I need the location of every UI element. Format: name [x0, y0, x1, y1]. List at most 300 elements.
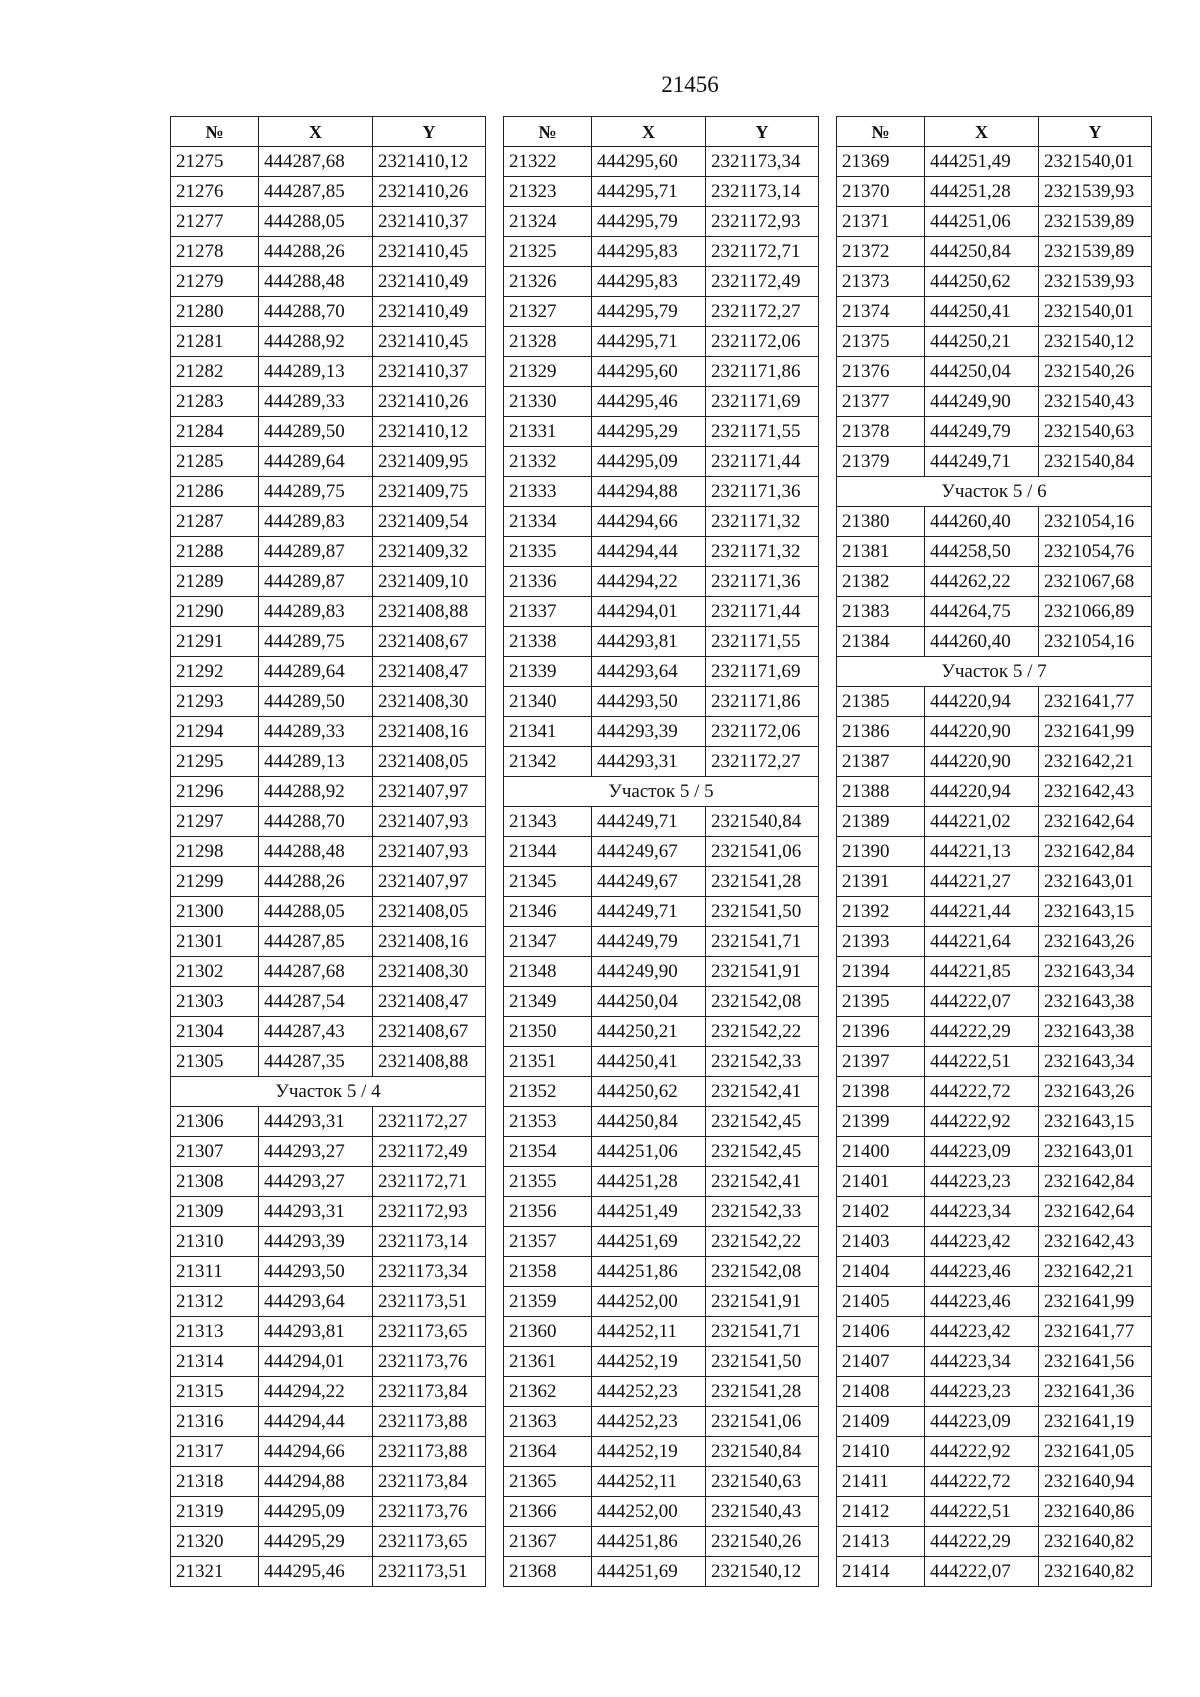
table-row: [837, 147, 1152, 177]
y-coordinate-cell: 2321541,71: [706, 1317, 819, 1347]
table-row: [171, 387, 486, 417]
x-coordinate-cell: 444289,50: [259, 417, 373, 447]
table-row: [171, 417, 486, 447]
x-coordinate-cell: 444251,06: [592, 1137, 706, 1167]
point-number-cell: 21368: [504, 1557, 592, 1587]
y-coordinate-cell: 2321642,84: [1039, 837, 1152, 867]
y-coordinate-cell: 2321541,28: [706, 867, 819, 897]
x-coordinate-cell: 444251,69: [592, 1557, 706, 1587]
y-coordinate-cell: 2321539,89: [1039, 237, 1152, 267]
y-coordinate-cell: 2321173,34: [373, 1257, 486, 1287]
table-row: [504, 987, 819, 1017]
y-coordinate-cell: 2321173,65: [373, 1317, 486, 1347]
y-coordinate-cell: 2321541,91: [706, 957, 819, 987]
point-number-cell: 21371: [837, 207, 925, 237]
x-coordinate-cell: 444220,94: [925, 777, 1039, 807]
table-row: [171, 357, 486, 387]
y-coordinate-cell: 2321172,93: [706, 207, 819, 237]
y-coordinate-cell: 2321642,64: [1039, 1197, 1152, 1227]
table-row: [171, 1467, 486, 1497]
table-row: [171, 1317, 486, 1347]
point-number-cell: 21382: [837, 567, 925, 597]
point-number-cell: 21402: [837, 1197, 925, 1227]
point-number-cell: 21378: [837, 417, 925, 447]
y-coordinate-cell: 2321542,22: [706, 1017, 819, 1047]
y-coordinate-cell: 2321410,49: [373, 267, 486, 297]
point-number-cell: 21385: [837, 687, 925, 717]
y-coordinate-cell: 2321172,27: [706, 297, 819, 327]
y-coordinate-cell: 2321410,37: [373, 207, 486, 237]
table-row: [837, 1407, 1152, 1437]
x-coordinate-cell: 444287,54: [259, 987, 373, 1017]
x-coordinate-cell: 444288,70: [259, 297, 373, 327]
point-number-cell: 21412: [837, 1497, 925, 1527]
point-number-cell: 21365: [504, 1467, 592, 1497]
x-coordinate-cell: 444294,66: [259, 1437, 373, 1467]
x-coordinate-cell: 444294,01: [592, 597, 706, 627]
y-coordinate-cell: 2321054,16: [1039, 627, 1152, 657]
y-coordinate-cell: 2321408,47: [373, 987, 486, 1017]
point-number-cell: 21343: [504, 807, 592, 837]
point-number-cell: 21351: [504, 1047, 592, 1077]
y-coordinate-cell: 2321173,84: [373, 1467, 486, 1497]
point-number-cell: 21376: [837, 357, 925, 387]
table-row: [171, 447, 486, 477]
table-row: [171, 867, 486, 897]
point-number-cell: 21303: [171, 987, 259, 1017]
point-number-cell: 21302: [171, 957, 259, 987]
y-coordinate-cell: 2321408,05: [373, 897, 486, 927]
table-row: [171, 837, 486, 867]
x-coordinate-cell: 444289,83: [259, 507, 373, 537]
table-row: [504, 1437, 819, 1467]
section-title: Участок 5 / 4: [171, 1077, 486, 1107]
table-row: [837, 1017, 1152, 1047]
point-number-cell: 21393: [837, 927, 925, 957]
x-coordinate-cell: 444288,26: [259, 237, 373, 267]
y-coordinate-cell: 2321541,71: [706, 927, 819, 957]
y-coordinate-cell: 2321172,71: [706, 237, 819, 267]
table-body: [504, 147, 819, 1587]
point-number-cell: 21332: [504, 447, 592, 477]
table-row: [837, 747, 1152, 777]
point-number-cell: 21277: [171, 207, 259, 237]
table-row: [837, 327, 1152, 357]
y-coordinate-cell: 2321173,88: [373, 1437, 486, 1467]
x-coordinate-cell: 444288,92: [259, 327, 373, 357]
x-coordinate-cell: 444295,83: [592, 237, 706, 267]
x-coordinate-cell: 444251,49: [925, 147, 1039, 177]
table-row: [837, 357, 1152, 387]
y-coordinate-cell: 2321410,45: [373, 237, 486, 267]
x-coordinate-cell: 444294,88: [592, 477, 706, 507]
table-row: [837, 207, 1152, 237]
y-coordinate-cell: 2321541,91: [706, 1287, 819, 1317]
y-coordinate-cell: 2321641,99: [1039, 1287, 1152, 1317]
point-number-cell: 21392: [837, 897, 925, 927]
table-row: [837, 987, 1152, 1017]
x-coordinate-cell: 444288,05: [259, 897, 373, 927]
x-coordinate-cell: 444295,60: [592, 357, 706, 387]
table-row: [504, 1197, 819, 1227]
section-title: Участок 5 / 7: [837, 657, 1152, 687]
point-number-cell: 21375: [837, 327, 925, 357]
table-row: [171, 1377, 486, 1407]
x-coordinate-cell: 444252,19: [592, 1437, 706, 1467]
table-row: [504, 1077, 819, 1107]
x-coordinate-cell: 444223,42: [925, 1227, 1039, 1257]
point-number-cell: 21398: [837, 1077, 925, 1107]
section-row: [171, 1077, 486, 1107]
y-coordinate-cell: 2321540,12: [706, 1557, 819, 1587]
y-coordinate-cell: 2321410,37: [373, 357, 486, 387]
table-row: [837, 447, 1152, 477]
column-header-number: №: [837, 117, 925, 147]
point-number-cell: 21367: [504, 1527, 592, 1557]
y-coordinate-cell: 2321172,49: [706, 267, 819, 297]
point-number-cell: 21331: [504, 417, 592, 447]
y-coordinate-cell: 2321641,36: [1039, 1377, 1152, 1407]
point-number-cell: 21316: [171, 1407, 259, 1437]
table-row: [504, 687, 819, 717]
y-coordinate-cell: 2321640,82: [1039, 1527, 1152, 1557]
table-row: [504, 477, 819, 507]
x-coordinate-cell: 444295,09: [259, 1497, 373, 1527]
x-coordinate-cell: 444252,19: [592, 1347, 706, 1377]
point-number-cell: 21315: [171, 1377, 259, 1407]
table-body: [837, 147, 1152, 1587]
table-row: [504, 447, 819, 477]
table-row: [171, 1227, 486, 1257]
x-coordinate-cell: 444293,81: [259, 1317, 373, 1347]
y-coordinate-cell: 2321408,47: [373, 657, 486, 687]
y-coordinate-cell: 2321642,84: [1039, 1167, 1152, 1197]
x-coordinate-cell: 444223,23: [925, 1377, 1039, 1407]
table-row: [837, 1377, 1152, 1407]
point-number-cell: 21369: [837, 147, 925, 177]
y-coordinate-cell: 2321643,15: [1039, 1107, 1152, 1137]
x-coordinate-cell: 444249,71: [592, 807, 706, 837]
table-row: [837, 387, 1152, 417]
coordinates-table-right: [836, 116, 1152, 1587]
table-row: [504, 1557, 819, 1587]
x-coordinate-cell: 444252,00: [592, 1287, 706, 1317]
table-row: [171, 987, 486, 1017]
table-row: [837, 717, 1152, 747]
x-coordinate-cell: 444294,22: [592, 567, 706, 597]
x-coordinate-cell: 444295,46: [259, 1557, 373, 1587]
x-coordinate-cell: 444295,79: [592, 207, 706, 237]
point-number-cell: 21298: [171, 837, 259, 867]
point-number-cell: 21407: [837, 1347, 925, 1377]
y-coordinate-cell: 2321410,12: [373, 417, 486, 447]
y-coordinate-cell: 2321643,26: [1039, 927, 1152, 957]
point-number-cell: 21310: [171, 1227, 259, 1257]
y-coordinate-cell: 2321540,84: [1039, 447, 1152, 477]
y-coordinate-cell: 2321641,99: [1039, 717, 1152, 747]
x-coordinate-cell: 444288,48: [259, 267, 373, 297]
x-coordinate-cell: 444289,13: [259, 357, 373, 387]
point-number-cell: 21305: [171, 1047, 259, 1077]
x-coordinate-cell: 444293,31: [259, 1107, 373, 1137]
table-row: [837, 1077, 1152, 1107]
x-coordinate-cell: 444294,22: [259, 1377, 373, 1407]
y-coordinate-cell: 2321408,67: [373, 627, 486, 657]
point-number-cell: 21286: [171, 477, 259, 507]
point-number-cell: 21396: [837, 1017, 925, 1047]
x-coordinate-cell: 444221,85: [925, 957, 1039, 987]
table-row: [504, 1137, 819, 1167]
point-number-cell: 21352: [504, 1077, 592, 1107]
y-coordinate-cell: 2321539,93: [1039, 267, 1152, 297]
x-coordinate-cell: 444295,29: [259, 1527, 373, 1557]
table-row: [504, 1497, 819, 1527]
x-coordinate-cell: 444252,00: [592, 1497, 706, 1527]
table-row: [837, 237, 1152, 267]
y-coordinate-cell: 2321641,56: [1039, 1347, 1152, 1377]
table-header-row: [504, 117, 819, 147]
x-coordinate-cell: 444251,49: [592, 1197, 706, 1227]
y-coordinate-cell: 2321171,69: [706, 387, 819, 417]
point-number-cell: 21293: [171, 687, 259, 717]
point-number-cell: 21311: [171, 1257, 259, 1287]
table-row: [504, 327, 819, 357]
table-row: [504, 1047, 819, 1077]
table-row: [504, 807, 819, 837]
point-number-cell: 21347: [504, 927, 592, 957]
point-number-cell: 21338: [504, 627, 592, 657]
column-header-x: X: [592, 117, 706, 147]
table-row: [171, 507, 486, 537]
column-header-x: X: [259, 117, 373, 147]
point-number-cell: 21300: [171, 897, 259, 927]
table-row: [837, 567, 1152, 597]
y-coordinate-cell: 2321540,43: [706, 1497, 819, 1527]
x-coordinate-cell: 444295,60: [592, 147, 706, 177]
x-coordinate-cell: 444293,64: [259, 1287, 373, 1317]
y-coordinate-cell: 2321407,97: [373, 777, 486, 807]
table-row: [504, 1377, 819, 1407]
table-header-row: [171, 117, 486, 147]
point-number-cell: 21411: [837, 1467, 925, 1497]
x-coordinate-cell: 444223,09: [925, 1407, 1039, 1437]
x-coordinate-cell: 444251,86: [592, 1527, 706, 1557]
x-coordinate-cell: 444222,72: [925, 1467, 1039, 1497]
x-coordinate-cell: 444289,33: [259, 387, 373, 417]
table-row: [504, 237, 819, 267]
y-coordinate-cell: 2321542,33: [706, 1047, 819, 1077]
y-coordinate-cell: 2321172,06: [706, 327, 819, 357]
point-number-cell: 21356: [504, 1197, 592, 1227]
point-number-cell: 21408: [837, 1377, 925, 1407]
point-number-cell: 21339: [504, 657, 592, 687]
x-coordinate-cell: 444221,44: [925, 897, 1039, 927]
table-row: [837, 1167, 1152, 1197]
y-coordinate-cell: 2321541,50: [706, 1347, 819, 1377]
x-coordinate-cell: 444250,62: [592, 1077, 706, 1107]
y-coordinate-cell: 2321410,26: [373, 387, 486, 417]
table-row: [171, 897, 486, 927]
table-row: [837, 687, 1152, 717]
point-number-cell: 21309: [171, 1197, 259, 1227]
point-number-cell: 21294: [171, 717, 259, 747]
point-number-cell: 21363: [504, 1407, 592, 1437]
point-number-cell: 21336: [504, 567, 592, 597]
point-number-cell: 21318: [171, 1467, 259, 1497]
table-row: [504, 1167, 819, 1197]
point-number-cell: 21319: [171, 1497, 259, 1527]
x-coordinate-cell: 444295,46: [592, 387, 706, 417]
point-number-cell: 21329: [504, 357, 592, 387]
y-coordinate-cell: 2321407,93: [373, 807, 486, 837]
point-number-cell: 21296: [171, 777, 259, 807]
x-coordinate-cell: 444222,51: [925, 1497, 1039, 1527]
y-coordinate-cell: 2321409,10: [373, 567, 486, 597]
x-coordinate-cell: 444289,75: [259, 477, 373, 507]
x-coordinate-cell: 444249,67: [592, 867, 706, 897]
point-number-cell: 21359: [504, 1287, 592, 1317]
x-coordinate-cell: 444260,40: [925, 627, 1039, 657]
x-coordinate-cell: 444251,28: [592, 1167, 706, 1197]
table-row: [837, 177, 1152, 207]
point-number-cell: 21287: [171, 507, 259, 537]
table-row: [837, 1197, 1152, 1227]
x-coordinate-cell: 444252,11: [592, 1317, 706, 1347]
x-coordinate-cell: 444250,84: [592, 1107, 706, 1137]
y-coordinate-cell: 2321173,51: [373, 1287, 486, 1317]
table-row: [504, 957, 819, 987]
y-coordinate-cell: 2321171,86: [706, 357, 819, 387]
y-coordinate-cell: 2321408,88: [373, 597, 486, 627]
table-row: [837, 1227, 1152, 1257]
table-row: [504, 1257, 819, 1287]
section-row: [504, 777, 819, 807]
y-coordinate-cell: 2321171,55: [706, 627, 819, 657]
x-coordinate-cell: 444289,50: [259, 687, 373, 717]
point-number-cell: 21278: [171, 237, 259, 267]
y-coordinate-cell: 2321173,76: [373, 1347, 486, 1377]
table-row: [171, 597, 486, 627]
y-coordinate-cell: 2321542,33: [706, 1197, 819, 1227]
y-coordinate-cell: 2321172,27: [373, 1107, 486, 1137]
y-coordinate-cell: 2321172,93: [373, 1197, 486, 1227]
x-coordinate-cell: 444289,87: [259, 567, 373, 597]
table-row: [504, 717, 819, 747]
point-number-cell: 21322: [504, 147, 592, 177]
column-header-x: X: [925, 117, 1039, 147]
point-number-cell: 21327: [504, 297, 592, 327]
y-coordinate-cell: 2321542,08: [706, 1257, 819, 1287]
coordinates-table-middle: [503, 116, 819, 1587]
y-coordinate-cell: 2321642,64: [1039, 807, 1152, 837]
table-row: [171, 1557, 486, 1587]
y-coordinate-cell: 2321541,06: [706, 837, 819, 867]
point-number-cell: 21379: [837, 447, 925, 477]
x-coordinate-cell: 444289,83: [259, 597, 373, 627]
column-header-number: №: [504, 117, 592, 147]
y-coordinate-cell: 2321171,36: [706, 477, 819, 507]
table-row: [504, 387, 819, 417]
point-number-cell: 21389: [837, 807, 925, 837]
y-coordinate-cell: 2321409,54: [373, 507, 486, 537]
x-coordinate-cell: 444223,46: [925, 1257, 1039, 1287]
y-coordinate-cell: 2321642,43: [1039, 777, 1152, 807]
point-number-cell: 21410: [837, 1437, 925, 1467]
x-coordinate-cell: 444258,50: [925, 537, 1039, 567]
y-coordinate-cell: 2321643,01: [1039, 1137, 1152, 1167]
table-row: [171, 1287, 486, 1317]
point-number-cell: 21380: [837, 507, 925, 537]
table-row: [837, 1347, 1152, 1377]
table-row: [504, 927, 819, 957]
table-row: [504, 417, 819, 447]
x-coordinate-cell: 444293,27: [259, 1167, 373, 1197]
table-row: [504, 1287, 819, 1317]
table-row: [171, 237, 486, 267]
y-coordinate-cell: 2321540,63: [1039, 417, 1152, 447]
x-coordinate-cell: 444250,41: [592, 1047, 706, 1077]
y-coordinate-cell: 2321173,51: [373, 1557, 486, 1587]
y-coordinate-cell: 2321540,12: [1039, 327, 1152, 357]
x-coordinate-cell: 444262,22: [925, 567, 1039, 597]
table-row: [171, 627, 486, 657]
table-row: [504, 177, 819, 207]
x-coordinate-cell: 444223,46: [925, 1287, 1039, 1317]
point-number-cell: 21306: [171, 1107, 259, 1137]
x-coordinate-cell: 444220,94: [925, 687, 1039, 717]
x-coordinate-cell: 444295,09: [592, 447, 706, 477]
point-number-cell: 21414: [837, 1557, 925, 1587]
y-coordinate-cell: 2321173,88: [373, 1407, 486, 1437]
table-row: [837, 1137, 1152, 1167]
point-number-cell: 21279: [171, 267, 259, 297]
y-coordinate-cell: 2321540,26: [1039, 357, 1152, 387]
point-number-cell: 21291: [171, 627, 259, 657]
y-coordinate-cell: 2321643,34: [1039, 1047, 1152, 1077]
x-coordinate-cell: 444287,68: [259, 957, 373, 987]
y-coordinate-cell: 2321410,12: [373, 147, 486, 177]
x-coordinate-cell: 444295,83: [592, 267, 706, 297]
point-number-cell: 21357: [504, 1227, 592, 1257]
point-number-cell: 21301: [171, 927, 259, 957]
table-row: [171, 327, 486, 357]
y-coordinate-cell: 2321540,84: [706, 1437, 819, 1467]
table-row: [504, 147, 819, 177]
x-coordinate-cell: 444222,07: [925, 1557, 1039, 1587]
table-body: [171, 147, 486, 1587]
point-number-cell: 21366: [504, 1497, 592, 1527]
table-row: [504, 507, 819, 537]
table-row: [504, 1317, 819, 1347]
table-row: [171, 717, 486, 747]
point-number-cell: 21384: [837, 627, 925, 657]
point-number-cell: 21321: [171, 1557, 259, 1587]
x-coordinate-cell: 444250,21: [592, 1017, 706, 1047]
x-coordinate-cell: 444223,34: [925, 1347, 1039, 1377]
point-number-cell: 21304: [171, 1017, 259, 1047]
y-coordinate-cell: 2321172,49: [373, 1137, 486, 1167]
y-coordinate-cell: 2321173,14: [373, 1227, 486, 1257]
x-coordinate-cell: 444223,42: [925, 1317, 1039, 1347]
point-number-cell: 21358: [504, 1257, 592, 1287]
x-coordinate-cell: 444287,35: [259, 1047, 373, 1077]
table-row: [504, 1527, 819, 1557]
y-coordinate-cell: 2321641,77: [1039, 1317, 1152, 1347]
coordinates-table-left: [170, 116, 486, 1587]
x-coordinate-cell: 444293,39: [592, 717, 706, 747]
x-coordinate-cell: 444287,68: [259, 147, 373, 177]
point-number-cell: 21370: [837, 177, 925, 207]
